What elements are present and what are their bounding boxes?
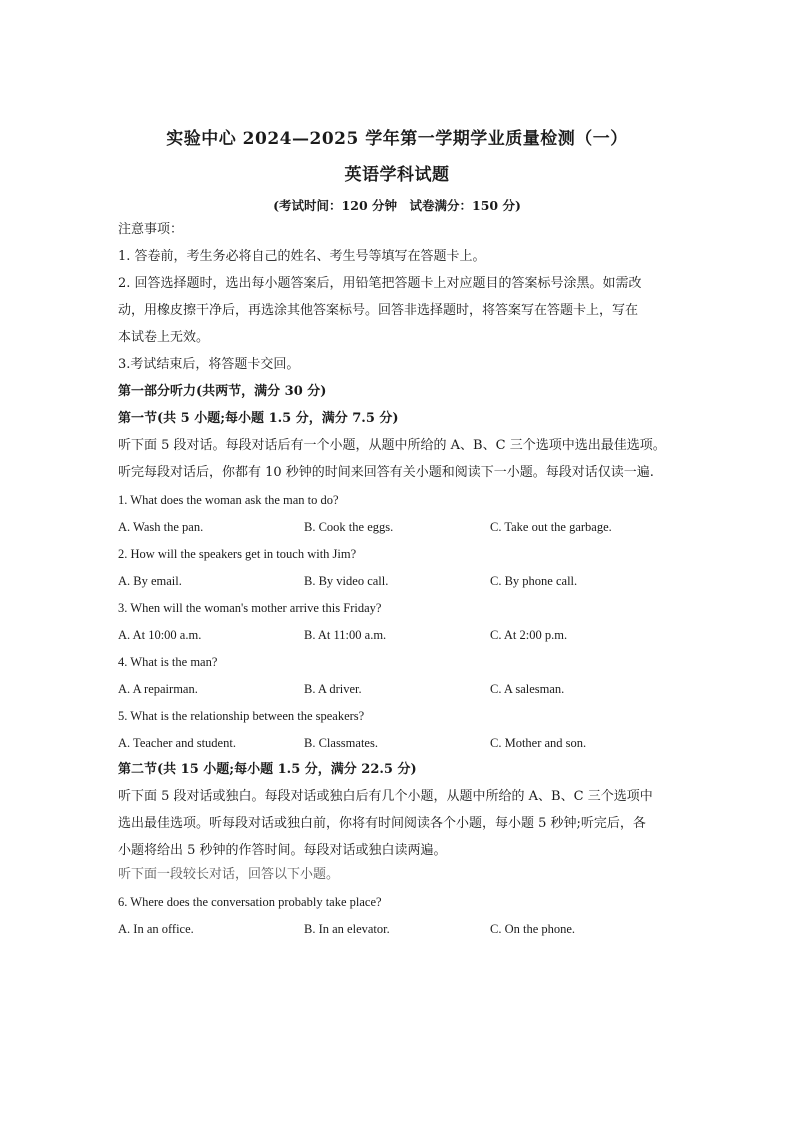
question-2-option-c: C. By phone call. <box>490 574 578 588</box>
exam-title: 实验中心 2024—2025 学年第一学期学业质量检测（一） <box>166 129 628 149</box>
question-5-option-b: B. Classmates. <box>304 736 378 750</box>
question-6-option-b: B. In an elevator. <box>304 922 390 936</box>
note-item-2-line-1: 2. 回答选择题时，选出每小题答案后，用铅笔把答题卡上对应题目的答案标号涂黑。如需改 <box>118 276 642 291</box>
question-6: 6. Where does the conversation probably take place? <box>118 895 382 909</box>
question-4-option-c: C. A salesman. <box>490 682 565 696</box>
section2-lead-in: 听下面一段较长对话，回答以下小题。 <box>118 867 340 882</box>
question-2-option-b: B. By video call. <box>304 574 389 588</box>
note-item-2-line-2: 动，用橡皮擦干净后，再选涂其他答案标号。回答非选择题时，将答案写在答题卡上，写在 <box>118 303 639 318</box>
question-1-option-b: B. Cook the eggs. <box>304 520 394 534</box>
section2-instruction-line-1: 听下面 5 段对话或独白。每段对话或独白后有几个小题，从题中所给的 A、B、C 三个选项中 <box>118 789 653 804</box>
section1-instruction-line-2: 听完每段对话后，你都有 10 秒钟的时间来回答有关小题和阅读下一小题。每段对话仅读一遍. <box>118 465 654 480</box>
note-item-2-line-3: 本试卷上无效。 <box>118 330 210 345</box>
question-3-option-a: A. At 10:00 a.m. <box>118 628 202 642</box>
question-3: 3. When will the woman's mother arrive this Friday? <box>118 601 382 615</box>
exam-info: (考试时间：120 分钟 试卷满分：150 分) <box>273 198 521 213</box>
question-2-option-a: A. By email. <box>118 574 182 588</box>
notes-heading: 注意事项： <box>118 222 184 237</box>
question-4-option-b: B. A driver. <box>304 682 362 696</box>
section1-instruction-line-1: 听下面 5 段对话。每段对话后有一个小题，从题中所给的 A、B、C 三个选项中选出最佳选项。 <box>118 438 666 453</box>
question-1-option-c: C. Take out the garbage. <box>490 520 612 534</box>
note-item-3: 3.考试结束后，将答题卡交回。 <box>118 357 300 372</box>
question-1-option-a: A. Wash the pan. <box>118 520 204 534</box>
question-6-option-a: A. In an office. <box>118 922 194 936</box>
note-item-1: 1. 答卷前，考生务必将自己的姓名、考生号等填写在答题卡上。 <box>118 249 486 264</box>
question-3-option-c: C. At 2:00 p.m. <box>490 628 568 642</box>
section2-instruction-line-3: 小题将给出 5 秒钟的作答时间。每段对话或独白读两遍。 <box>118 843 447 858</box>
subject-title: 英语学科试题 <box>344 165 450 185</box>
part1-heading: 第一部分听力(共两节，满分 30 分) <box>118 384 327 399</box>
question-1: 1. What does the woman ask the man to do? <box>118 493 339 507</box>
question-5-option-a: A. Teacher and student. <box>118 736 236 750</box>
question-6-option-c: C. On the phone. <box>490 922 576 936</box>
question-5: 5. What is the relationship between the speakers? <box>118 709 365 723</box>
question-3-option-b: B. At 11:00 a.m. <box>304 628 387 642</box>
section2-heading: 第二节(共 15 小题;每小题 1.5 分，满分 22.5 分) <box>118 762 417 777</box>
section2-instruction-line-2: 选出最佳选项。听每段对话或独白前，你将有时间阅读各个小题，每小题 5 秒钟;听完后，各 <box>118 816 646 831</box>
question-2: 2. How will the speakers get in touch with Jim? <box>118 547 357 561</box>
question-5-option-c: C. Mother and son. <box>490 736 587 750</box>
question-4: 4. What is the man? <box>118 655 218 669</box>
question-4-option-a: A. A repairman. <box>118 682 198 696</box>
section1-heading: 第一节(共 5 小题;每小题 1.5 分，满分 7.5 分) <box>118 411 399 426</box>
